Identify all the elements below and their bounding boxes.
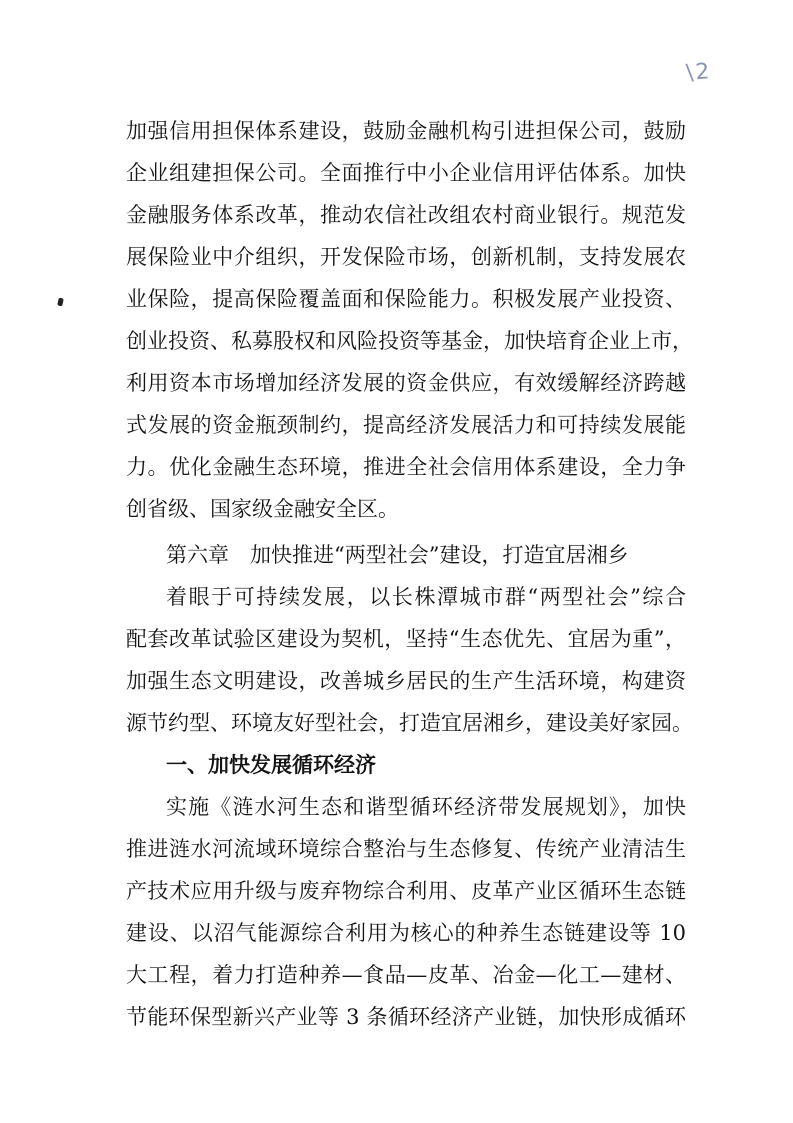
chapter-heading: 第六章 加快推进“两型社会”建设，打造宜居湘乡 (166, 543, 629, 567)
paragraph-circular-economy (126, 786, 686, 1038)
stray-ink-mark (57, 298, 64, 307)
section-heading: 一、加快发展循环经济 (166, 753, 376, 777)
handwritten-page-number: \2 (685, 59, 713, 86)
paragraph-finance (126, 110, 693, 530)
text-line: 创业投资、私募股权和风险投资等基金，加快培育企业上市， (126, 329, 693, 353)
text-line: 金融服务体系改革，推动农信社改组农村商业银行。规范发 (126, 203, 686, 227)
text-line: 力。优化金融生态环境，推进全社会信用体系建设，全力争 (126, 455, 686, 479)
text-line: 业保险，提高保险覆盖面和保险能力。积极发展产业投资、 (126, 287, 686, 311)
text-line: 推进涟水河流域环境综合整治与生态修复、传统产业清洁生 (126, 837, 686, 861)
text-line: 创省级、国家级金融安全区。 (126, 497, 399, 521)
text-line: 大工程，着力打造种养—食品—皮革、冶金—化工—建材、 (126, 963, 686, 987)
text-line: 配套改革试验区建设为契机，坚持“生态优先、宜居为重”， (126, 627, 686, 651)
text-line: 式发展的资金瓶颈制约，提高经济发展活力和可持续发展能 (126, 413, 686, 437)
text-line: 节能环保型新兴产业等 3 条循环经济产业链，加快形成循环 (126, 1005, 686, 1029)
text-line: 企业组建担保公司。全面推行中小企业信用评估体系。加快 (126, 161, 686, 185)
text-line: 加强信用担保体系建设，鼓励金融机构引进担保公司，鼓励 (126, 119, 686, 143)
text-line: 产技术应用升级与废弃物综合利用、皮革产业区循环生态链 (126, 879, 686, 903)
paragraph-chapter-intro (126, 576, 693, 744)
text-line: 实施《涟水河生态和谐型循环经济带发展规划》，加快 (166, 795, 686, 819)
text-line: 建设、以沼气能源综合利用为核心的种养生态链建设等 10 (126, 921, 686, 945)
text-line: 展保险业中介组织，开发保险市场，创新机制，支持发展农 (126, 245, 686, 269)
text-line: 源节约型、环境友好型社会，打造宜居湘乡，建设美好家园。 (126, 711, 693, 735)
text-line: 加强生态文明建设，改善城乡居民的生产生活环境，构建资 (126, 669, 686, 693)
text-line: 着眼于可持续发展，以长株潭城市群“两型社会”综合 (166, 585, 686, 609)
text-line: 利用资本市场增加经济发展的资金供应，有效缓解经济跨越 (126, 371, 686, 395)
